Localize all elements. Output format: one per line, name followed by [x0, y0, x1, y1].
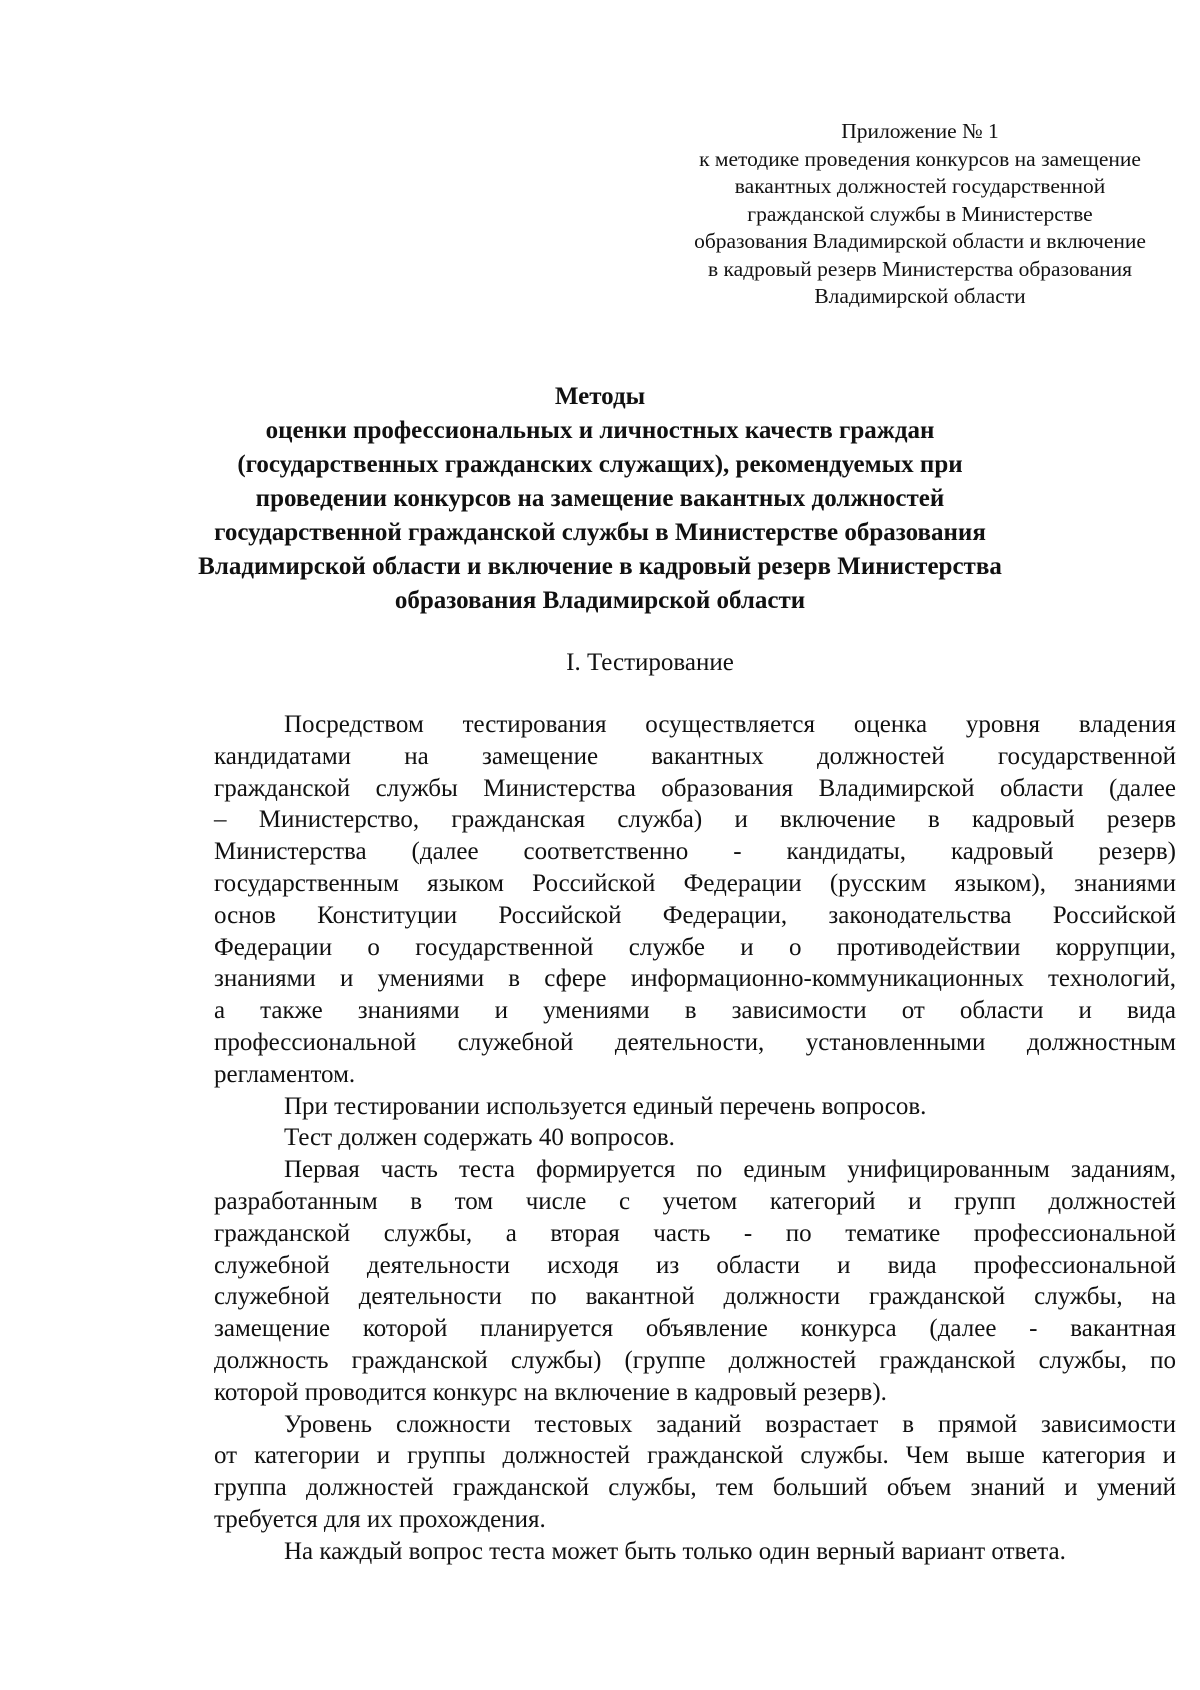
- title-line: образования Владимирской области: [394, 587, 806, 614]
- title-line: оценки профессиональных и личностных качеств граждан: [265, 417, 935, 444]
- paragraph-line: Федерации о государственной службе и о противодействии коррупции,: [214, 933, 1176, 961]
- paragraph-line: от категории и группы должностей гражданской службы. Чем выше категория и: [214, 1442, 1176, 1470]
- appendix-line: гражданской службы в Министерстве: [747, 201, 1093, 226]
- paragraph-line: При тестировании используется единый перечень вопросов.: [284, 1092, 927, 1120]
- paragraph-line: служебной деятельности по вакантной должности гражданской службы, на: [214, 1283, 1176, 1311]
- paragraph-line: Первая часть теста формируется по единым унифицированным заданиям,: [284, 1156, 1176, 1184]
- paragraph-line: профессиональной служебной деятельности, установленными должностным: [214, 1028, 1176, 1056]
- paragraph-line: Тест должен содержать 40 вопросов.: [284, 1124, 675, 1152]
- paragraph-line: гражданской службы, а вторая часть - по тематике профессиональной: [214, 1219, 1176, 1247]
- section-heading: I. Тестирование: [566, 649, 734, 676]
- appendix-line: Приложение № 1: [841, 119, 999, 143]
- paragraph-line: разработанным в том числе с учетом категорий и групп должностей: [214, 1187, 1176, 1215]
- paragraph-line: знаниями и умениями в сфере информационно-коммуникационных технологий,: [214, 965, 1176, 993]
- paragraph-line: Посредством тестирования осуществляется оценка уровня владения: [284, 711, 1176, 738]
- title-line: Методы: [554, 383, 646, 410]
- appendix-note: [660, 118, 1180, 311]
- paragraph-line: замещение которой планируется объявление конкурса (далее - вакантная: [214, 1315, 1176, 1343]
- paragraph-line: регламентом.: [214, 1060, 356, 1088]
- title-line: (государственных гражданских служащих), рекомендуемых при: [237, 451, 963, 478]
- paragraph-line: основ Конституции Российской Федерации, законодательства Российской: [214, 901, 1176, 929]
- title-line: Владимирской области и включение в кадровый резерв Министерства: [198, 553, 1002, 580]
- paragraph-line: Министерства (далее соответственно - кандидаты, кадровый резерв): [214, 838, 1176, 866]
- paragraph-line: кандидатами на замещение вакантных должностей государственной: [214, 742, 1176, 770]
- appendix-line: вакантных должностей государственной: [734, 174, 1106, 198]
- appendix-line: Владимирской области: [814, 284, 1026, 308]
- paragraph-line: которой проводится конкурс на включение в кадровый резерв).: [214, 1378, 887, 1406]
- paragraph-line: государственным языком Российской Федерации (русским языком), знаниями: [214, 869, 1176, 897]
- paragraph-line: Уровень сложности тестовых заданий возрастает в прямой зависимости: [284, 1410, 1176, 1438]
- title-line: государственной гражданской службы в Министерстве образования: [214, 519, 986, 546]
- paragraph-line: служебной деятельности исходя из области и вида профессиональной: [214, 1251, 1176, 1279]
- paragraph-line: На каждый вопрос теста может быть только один верный вариант ответа.: [284, 1537, 1066, 1565]
- paragraph-line: требуется для их прохождения.: [214, 1505, 546, 1533]
- paragraph-line: а также знаниями и умениями в зависимости от области и вида: [214, 997, 1176, 1025]
- paragraph-line: – Министерство, гражданская служба) и включение в кадровый резерв: [214, 806, 1176, 834]
- paragraph-line: гражданской службы Министерства образования Владимирской области (далее: [214, 774, 1176, 802]
- document-title: [150, 380, 1050, 618]
- paragraph-line: группа должностей гражданской службы, тем больший объем знаний и умений: [214, 1474, 1176, 1502]
- appendix-line: в кадровый резерв Министерства образования: [708, 256, 1132, 281]
- title-line: проведении конкурсов на замещение вакантных должностей: [255, 485, 945, 512]
- paragraph-line: должность гражданской службы) (группе должностей гражданской службы, по: [214, 1346, 1176, 1374]
- body-text: [214, 709, 1176, 1568]
- appendix-line: к методике проведения конкурсов на замещение: [699, 146, 1141, 171]
- appendix-line: образования Владимирской области и включение: [694, 229, 1146, 253]
